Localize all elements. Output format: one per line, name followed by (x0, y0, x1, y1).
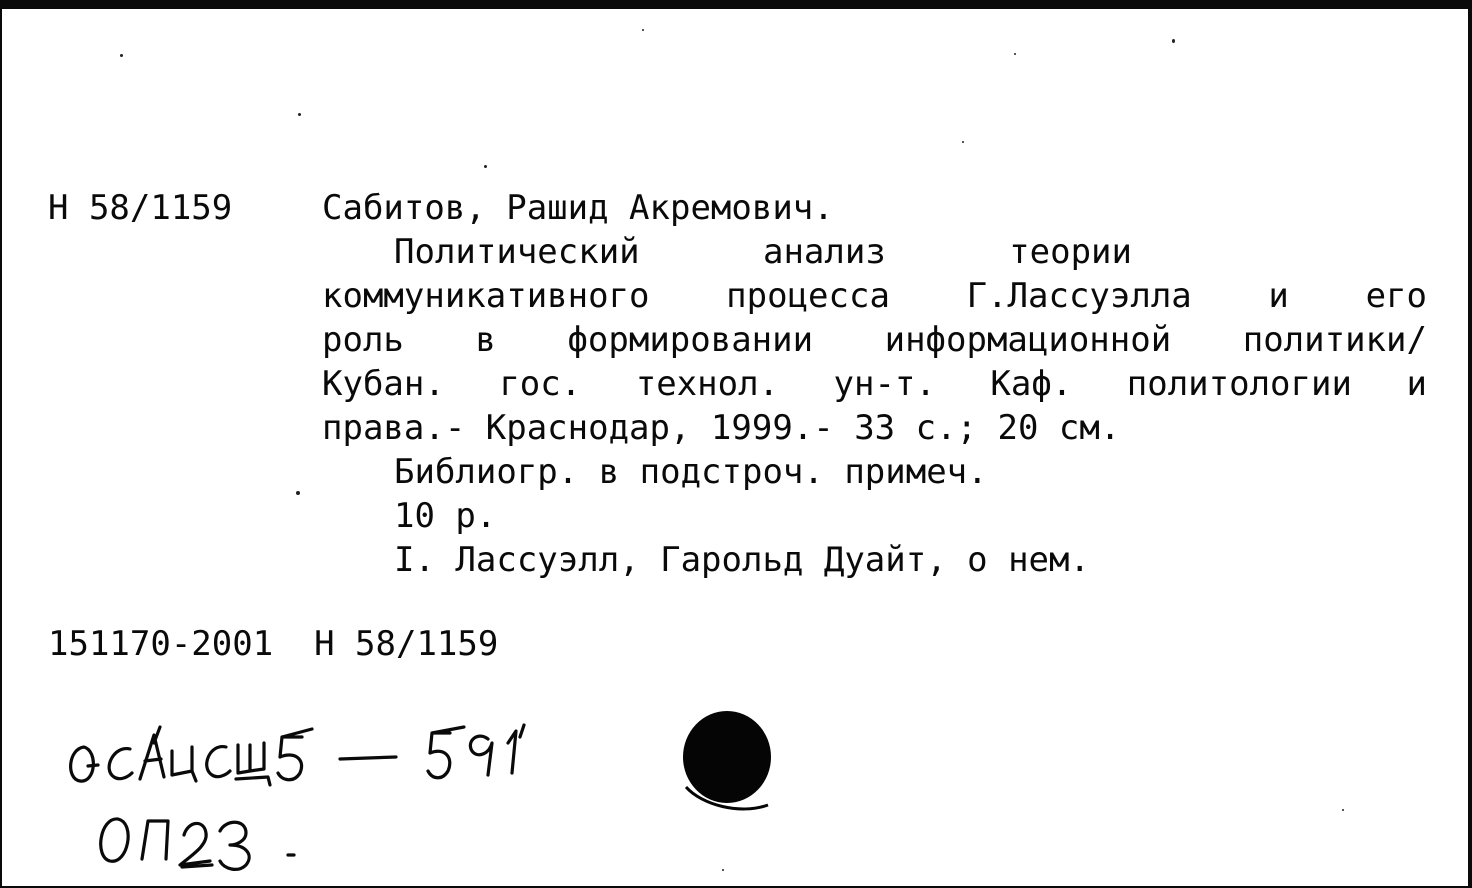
shelf-mark: Н 58/1159 (48, 188, 233, 228)
punched-hole-mark (683, 711, 771, 803)
title-word: и (1268, 276, 1289, 316)
title-word: анализ (762, 232, 886, 272)
title-word: в (475, 320, 496, 360)
bibliography-note: Библиогр. в подстроч. примеч. (394, 452, 988, 492)
speck (1172, 39, 1175, 43)
title-word: и (1406, 364, 1427, 404)
title-word: его (1365, 276, 1427, 316)
handwritten-annotations (2, 9, 1468, 886)
title-word: формировании (567, 320, 814, 360)
title-word: процесса (726, 276, 890, 316)
title-word: Кубан. (322, 364, 445, 404)
title-word: информационной (884, 320, 1172, 360)
speck (642, 29, 644, 31)
speck (120, 54, 123, 57)
price: 10 р. (394, 496, 497, 536)
handwritten-line-1 (71, 725, 524, 785)
imprint-line: права.- Краснодар, 1999.- 33 с.; 20 см. (322, 408, 1121, 448)
title-word: политологии (1126, 364, 1352, 404)
speck (722, 869, 724, 871)
title-word: Политический (394, 232, 640, 272)
title-word: Каф. (990, 364, 1073, 404)
speck (962, 141, 964, 143)
title-word: политики/ (1242, 320, 1427, 360)
title-word: теории (1009, 232, 1132, 272)
speck (296, 491, 300, 495)
title-word: коммуникативного (322, 276, 650, 316)
title-word: ун-т. (833, 364, 936, 404)
speck (484, 165, 487, 168)
handwritten-line-2 (101, 819, 294, 869)
added-entry: I. Лассуэлл, Гарольд Дуайт, о нем. (394, 540, 1090, 580)
title-word: гос. (499, 364, 582, 404)
speck (1014, 53, 1016, 55)
author-heading: Сабитов, Рашид Акремович. (322, 188, 834, 228)
speck (1342, 809, 1344, 811)
speck (298, 113, 301, 116)
title-word: технол. (635, 364, 780, 404)
title-word: роль (322, 320, 404, 360)
accession-number: 151170-2001 Н 58/1159 (48, 624, 499, 664)
title-word: Г.Лассуэлла (966, 276, 1192, 316)
